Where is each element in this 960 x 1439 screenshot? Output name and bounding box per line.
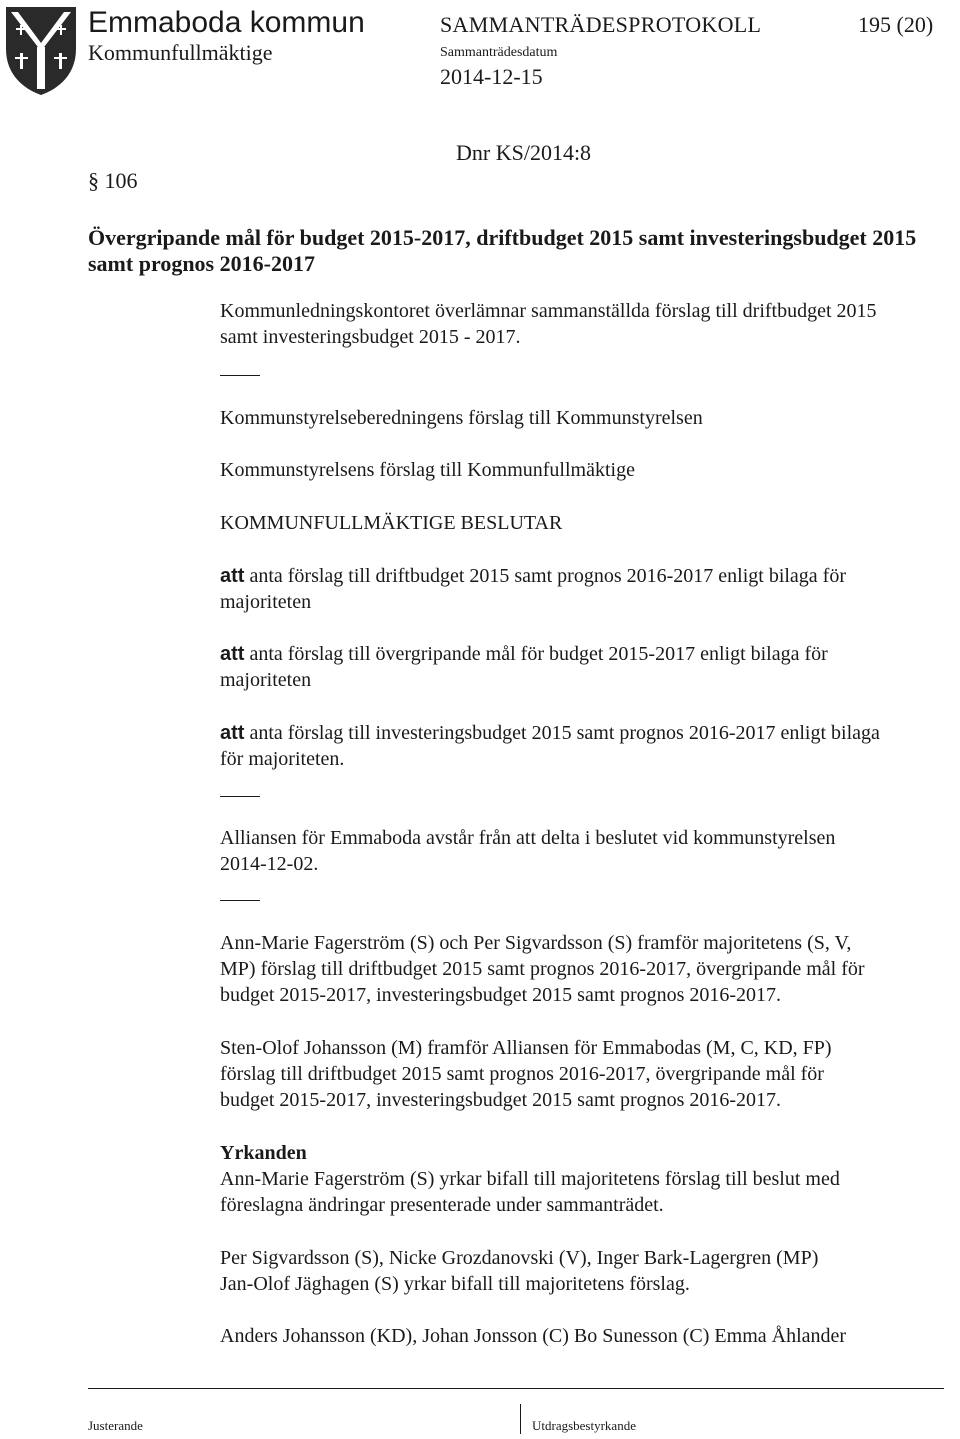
motion-line: Per Sigvardsson (S), Nicke Grozdanovski (V), Inger Bark-Lagergren (MP)	[220, 1247, 819, 1269]
section-separator	[220, 375, 260, 376]
decision-item-2	[220, 641, 950, 693]
committee-name: Kommunfullmäktige	[88, 40, 273, 65]
section-separator	[220, 796, 260, 797]
case-number: Dnr KS/2014:8	[456, 140, 592, 165]
footer-rule	[88, 1388, 944, 1389]
statement-line: budget 2015-2017, investeringsbudget 2015 samt prognos 2016-2017.	[220, 1089, 782, 1111]
motion-paragraph	[220, 1245, 950, 1297]
motion-line: Ann-Marie Fagerström (S) yrkar bifall till majoritetens förslag till beslut med	[220, 1168, 840, 1190]
alliance-note-line-1: Alliansen för Emmaboda avstår från att delta i beslutet vid kommunstyrelsen	[220, 827, 836, 849]
intro-line-2: samt investeringsbudget 2015 - 2017.	[220, 326, 521, 348]
motions-section	[220, 1140, 950, 1218]
meeting-date: 2014-12-15	[440, 64, 543, 89]
decision-text: anta förslag till driftbudget 2015 samt prognos 2016-2017 enligt bilaga för	[244, 565, 847, 587]
decision-text: anta förslag till investeringsbudget 2015 samt prognos 2016-2017 enligt bilaga	[244, 722, 880, 744]
footer-divider	[520, 1404, 521, 1434]
page-number: 195 (20)	[858, 12, 934, 37]
ksb-proposal-heading: Kommunstyrelseberedningens förslag till Kommunstyrelsen	[220, 407, 703, 429]
footer-label-extract-certification: Utdragsbestyrkande	[532, 1418, 636, 1433]
paragraph-number: § 106	[88, 168, 138, 193]
alliance-note	[220, 825, 950, 877]
motion-paragraph	[220, 1323, 950, 1349]
intro-paragraph	[220, 298, 950, 350]
decision-item-3	[220, 720, 950, 772]
intro-line-1: Kommunledningskontoret överlämnar sammanställda förslag till driftbudget 2015	[220, 300, 877, 322]
decision-text-cont: majoriteten	[220, 591, 312, 613]
document-type-title: SAMMANTRÄDESPROTOKOLL	[440, 12, 762, 37]
motion-line: föreslagna ändringar presenterade under sammanträdet.	[220, 1194, 664, 1216]
municipal-coat-of-arms-logo	[2, 3, 80, 97]
alliance-note-line-2: 2014-12-02.	[220, 853, 319, 875]
decision-text-cont: för majoriteten.	[220, 748, 345, 770]
statement-line: MP) förslag till driftbudget 2015 samt prognos 2016-2017, övergripande mål för	[220, 958, 865, 980]
statement-paragraph	[220, 1035, 950, 1113]
att-keyword: att	[220, 722, 245, 744]
att-keyword: att	[220, 643, 245, 665]
decision-text-cont: majoriteten	[220, 669, 312, 691]
motions-heading: Yrkanden	[220, 1142, 307, 1164]
decision-item-1	[220, 563, 950, 615]
footer-label-adjuster: Justerande	[88, 1418, 143, 1433]
statement-line: Sten-Olof Johansson (M) framför Alliansen för Emmabodas (M, C, KD, FP)	[220, 1037, 832, 1059]
motion-line: Anders Johansson (KD), Johan Jonsson (C) Bo Sunesson (C) Emma Åhlander	[220, 1325, 847, 1347]
statement-line: Ann-Marie Fagerström (S) och Per Sigvardsson (S) framför majoritetens (S, V,	[220, 932, 852, 954]
case-title: Övergripande mål för budget 2015-2017, driftbudget 2015 samt investeringsbudget 2015 samt prognos 2016-2017	[88, 225, 917, 276]
motion-line: Jan-Olof Jäghagen (S) yrkar bifall till majoritetens förslag.	[220, 1273, 690, 1295]
ks-proposal-heading: Kommunstyrelsens förslag till Kommunfullmäktige	[220, 459, 635, 481]
decision-heading: KOMMUNFULLMÄKTIGE BESLUTAR	[220, 512, 563, 534]
statement-paragraph	[220, 930, 950, 1008]
decision-text: anta förslag till övergripande mål för budget 2015-2017 enligt bilaga för	[244, 643, 828, 665]
organization-name: Emmaboda kommun	[88, 6, 365, 39]
section-separator	[220, 900, 260, 901]
statement-line: förslag till driftbudget 2015 samt prognos 2016-2017, övergripande mål för	[220, 1063, 824, 1085]
att-keyword: att	[220, 565, 245, 587]
meeting-date-label: Sammanträdesdatum	[440, 45, 558, 60]
statement-line: budget 2015-2017, investeringsbudget 2015 samt prognos 2016-2017.	[220, 984, 782, 1006]
